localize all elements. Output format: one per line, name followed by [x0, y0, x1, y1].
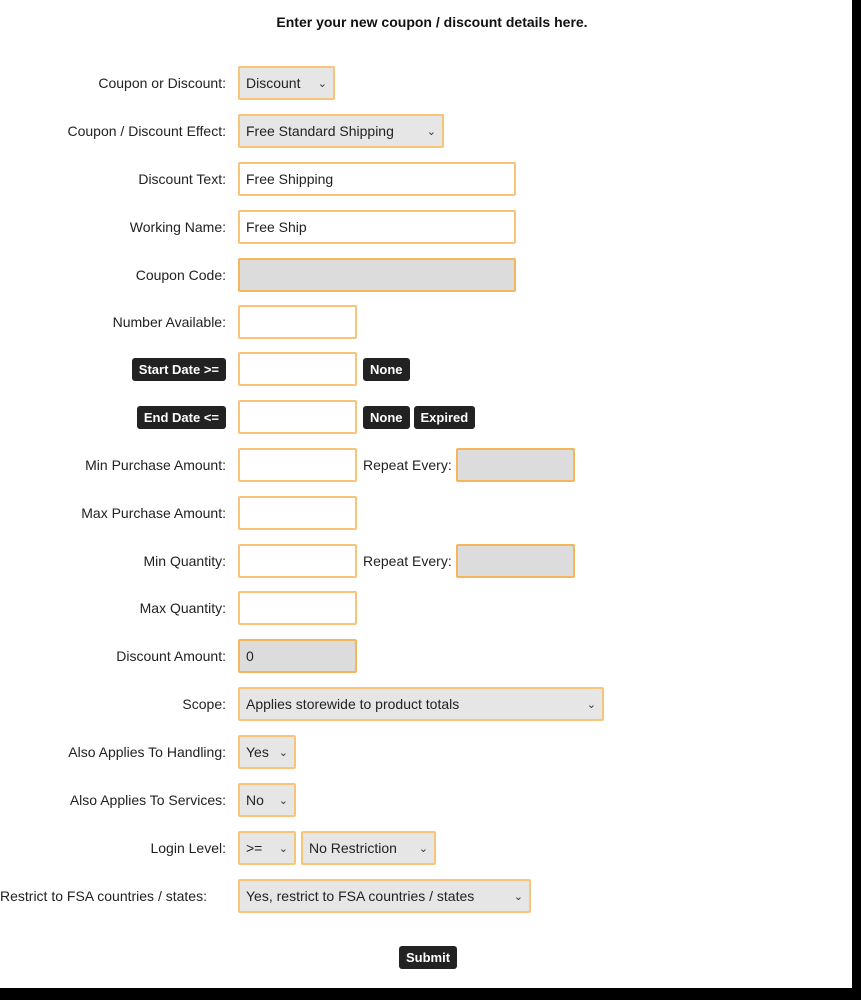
- login-level-operator-select[interactable]: [238, 831, 296, 865]
- row-end-date: [0, 401, 852, 433]
- chevron-down-icon: ⌄: [317, 77, 327, 90]
- selected-value: Discount: [246, 75, 301, 91]
- start-date-none-button[interactable]: None: [363, 358, 410, 381]
- label: Coupon / Discount Effect:: [67, 123, 226, 139]
- chevron-down-icon: ⌄: [278, 746, 288, 759]
- chevron-down-icon: ⌄: [426, 125, 436, 138]
- label: Also Applies To Services:: [69, 792, 226, 808]
- row-login-level: [0, 832, 852, 864]
- discount-text-input[interactable]: [238, 162, 516, 196]
- end-date-button[interactable]: End Date <=: [137, 406, 226, 429]
- label: Coupon or Discount:: [98, 75, 226, 91]
- row-discount-text: [0, 163, 852, 195]
- label: Discount Amount:: [116, 648, 226, 664]
- label: Scope:: [182, 696, 226, 712]
- row-scope: [0, 688, 852, 720]
- login-level-select[interactable]: [301, 831, 436, 865]
- fsa-select[interactable]: [238, 879, 531, 913]
- start-date-button[interactable]: Start Date >=: [132, 358, 226, 381]
- scope-select[interactable]: [238, 687, 604, 721]
- max-quantity-input[interactable]: [238, 591, 357, 625]
- row-effect: [0, 115, 852, 147]
- repeat-every-label: Repeat Every:: [363, 553, 452, 569]
- label: Discount Text:: [138, 171, 226, 187]
- end-date-none-button[interactable]: None: [363, 406, 410, 429]
- chevron-down-icon: ⌄: [278, 842, 288, 855]
- label-wrap: [132, 353, 226, 385]
- label: Max Quantity:: [139, 600, 226, 616]
- selected-value: Yes: [246, 744, 269, 760]
- repeat-every-label: Repeat Every:: [363, 457, 452, 473]
- row-start-date: [0, 353, 852, 385]
- label: Restrict to FSA countries / states:: [0, 888, 207, 904]
- selected-value: Free Standard Shipping: [246, 123, 394, 139]
- row-fsa: [0, 880, 852, 912]
- label: Login Level:: [150, 840, 226, 856]
- row-discount-amount: [0, 640, 852, 672]
- handling-select[interactable]: [238, 735, 296, 769]
- label: Working Name:: [129, 219, 226, 235]
- chevron-down-icon: ⌄: [278, 794, 288, 807]
- row-handling: [0, 736, 852, 768]
- row-services: [0, 784, 852, 816]
- number-available-input[interactable]: [238, 305, 357, 339]
- max-purchase-input[interactable]: [238, 496, 357, 530]
- row-number-available: [0, 306, 852, 338]
- row-coupon-code: [0, 259, 852, 291]
- submit-button[interactable]: Submit: [399, 946, 457, 969]
- min-quantity-repeat-input[interactable]: [456, 544, 575, 578]
- row-max-quantity: [0, 592, 852, 624]
- label: Min Purchase Amount:: [85, 457, 226, 473]
- end-date-expired-button[interactable]: Expired: [414, 406, 476, 429]
- page-title: Enter your new coupon / discount details here.: [276, 14, 588, 30]
- effect-select[interactable]: [238, 114, 444, 148]
- min-purchase-input[interactable]: [238, 448, 357, 482]
- min-quantity-input[interactable]: [238, 544, 357, 578]
- row-coupon-or-discount: [0, 67, 852, 99]
- chevron-down-icon: ⌄: [418, 842, 428, 855]
- row-min-quantity: [0, 545, 852, 577]
- working-name-input[interactable]: [238, 210, 516, 244]
- end-date-input[interactable]: [238, 400, 357, 434]
- coupon-or-discount-select[interactable]: [238, 66, 335, 100]
- row-min-purchase: [0, 449, 852, 481]
- min-purchase-repeat-input[interactable]: [456, 448, 575, 482]
- row-working-name: [0, 211, 852, 243]
- start-date-input[interactable]: [238, 352, 357, 386]
- coupon-code-input[interactable]: [238, 258, 516, 292]
- selected-value: >=: [246, 840, 263, 856]
- label: Also Applies To Handling:: [68, 744, 226, 760]
- selected-value: No: [246, 792, 264, 808]
- row-max-purchase: [0, 497, 852, 529]
- selected-value: Applies storewide to product totals: [246, 696, 460, 712]
- selected-value: Yes, restrict to FSA countries / states: [246, 888, 475, 904]
- chevron-down-icon: ⌄: [586, 698, 596, 711]
- label-wrap: [137, 401, 226, 433]
- discount-amount-input[interactable]: [238, 639, 357, 673]
- label: Min Quantity:: [143, 553, 226, 569]
- services-select[interactable]: [238, 783, 296, 817]
- chevron-down-icon: ⌄: [513, 890, 523, 903]
- selected-value: No Restriction: [309, 840, 397, 856]
- label: Coupon Code:: [135, 267, 226, 283]
- label: Max Purchase Amount:: [81, 505, 226, 521]
- label: Number Available:: [112, 314, 226, 330]
